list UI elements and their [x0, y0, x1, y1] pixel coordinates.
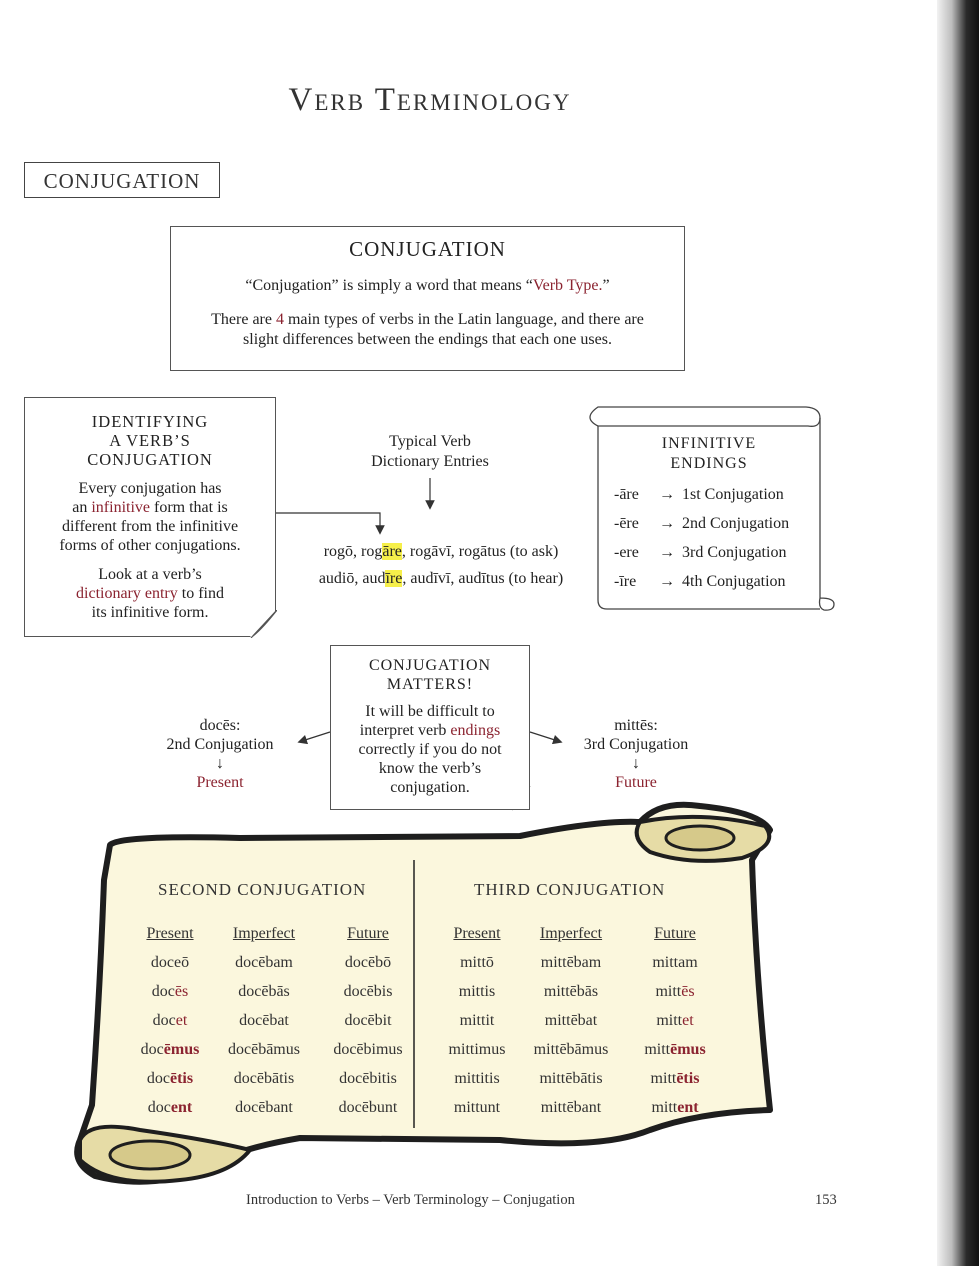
page-title: Verb Terminology	[288, 82, 572, 118]
infinitive-endings-heading: INFINITIVE ENDINGS	[661, 435, 757, 472]
third-present-form: mittis	[458, 983, 496, 1000]
third-imperfect-form: mittēbant	[540, 1099, 602, 1116]
third-present-form: mittitis	[454, 1070, 500, 1087]
dictionary-entry-audio: audiō, audīre, audīvī, audītus (to hear)	[318, 570, 564, 587]
tense-header: Present	[453, 925, 501, 942]
second-imperfect-form: docēbat	[239, 1012, 289, 1029]
third-future-form: mittēs	[655, 983, 695, 1000]
third-imperfect-form: mittēbat	[544, 1012, 598, 1029]
matters-text: It will be difficult to interpret verb endings correctly if you do not know the verb’s conjugation.	[358, 703, 502, 796]
second-imperfect-form: docēbant	[235, 1099, 293, 1116]
identifying-paragraph-2: Look at a verb’s dictionary entry to find its infinitive form.	[76, 566, 224, 621]
infinitive-endings-box	[598, 420, 820, 609]
third-imperfect-form: mittēbās	[543, 983, 599, 1000]
conjugation-heading: CONJUGATION	[349, 237, 506, 261]
tense-header: Present	[146, 925, 194, 942]
second-future-form: docēbit	[344, 1012, 392, 1029]
third-imperfect-form: mittēbam	[540, 954, 602, 971]
section-tab: CONJUGATION	[24, 162, 220, 198]
second-present-form: docent	[147, 1099, 193, 1116]
second-future-form: docēbis	[343, 983, 393, 1000]
ending-row: -ēre → 2nd Conjugation	[614, 515, 790, 532]
second-imperfect-form: docēbās	[238, 983, 290, 1000]
third-present-form: mittimus	[448, 1041, 506, 1058]
second-present-form: docet	[152, 1012, 188, 1029]
third-imperfect-form: mittēbātis	[539, 1070, 603, 1087]
second-future-form: docēbitis	[339, 1070, 397, 1087]
ending-row: -īre → 4th Conjugation	[614, 573, 786, 590]
second-present-form: doceō	[150, 954, 190, 971]
conjugation-types-text: There are 4 main types of verbs in the Latin language, and there are slight differences between the endings that each one uses.	[211, 311, 644, 348]
third-future-form: mittent	[651, 1099, 699, 1116]
conjugation-definition: “Conjugation” is simply a word that means “Verb Type.”	[245, 277, 610, 294]
second-conjugation-heading: SECOND CONJUGATION	[158, 880, 367, 899]
dictionary-entries	[296, 538, 586, 592]
second-future-form: docēbimus	[333, 1041, 403, 1058]
third-conjugation-heading: THIRD CONJUGATION	[474, 880, 666, 899]
third-present-form: mittit	[459, 1012, 495, 1029]
conjugation-matters-box	[330, 645, 530, 810]
second-future-form: docēbunt	[338, 1099, 398, 1116]
third-present-form: mittunt	[453, 1099, 501, 1116]
identifying-heading: IDENTIFYING A VERB’S CONJUGATION	[87, 412, 213, 469]
left-example: docēs: 2nd Conjugation ↓ Present	[166, 717, 274, 791]
second-present-form: docēmus	[140, 1041, 200, 1058]
second-imperfect-form: docēbātis	[233, 1070, 295, 1087]
third-imperfect-form: mittēbāmus	[533, 1041, 609, 1058]
ending-row: -ere → 3rd Conjugation	[614, 544, 787, 561]
identifying-paragraph-1: Every conjugation has an infinitive form that is different from the infinitive forms of other conjugations.	[59, 480, 241, 554]
right-example: mittēs: 3rd Conjugation ↓ Future	[583, 717, 689, 791]
tense-header: Imperfect	[232, 925, 296, 942]
ending-row: -āre → 1st Conjugation	[614, 486, 784, 503]
page-footer: Introduction to Verbs – Verb Terminology – Conjugation	[246, 1192, 575, 1208]
third-future-form: mittam	[652, 954, 698, 971]
tense-header: Imperfect	[539, 925, 603, 942]
second-present-form: docētis	[146, 1070, 194, 1087]
second-future-form: docēbō	[344, 954, 392, 971]
third-future-form: mittet	[656, 1012, 694, 1029]
matters-heading: CONJUGATION MATTERS!	[368, 657, 492, 693]
tense-header: Future	[654, 925, 696, 942]
tense-header: Future	[347, 925, 389, 942]
second-imperfect-form: docēbam	[235, 954, 293, 971]
second-present-form: docēs	[151, 983, 189, 1000]
second-imperfect-form: docēbāmus	[228, 1041, 300, 1058]
page-number: 153	[815, 1192, 837, 1208]
typical-entries-label: Typical Verb Dictionary Entries	[371, 433, 489, 470]
third-future-form: mittētis	[650, 1070, 700, 1087]
third-present-form: mittō	[460, 954, 494, 971]
dictionary-entry-rogo: rogō, rogāre, rogāvī, rogātus (to ask)	[323, 543, 559, 560]
third-future-form: mittēmus	[644, 1041, 706, 1058]
